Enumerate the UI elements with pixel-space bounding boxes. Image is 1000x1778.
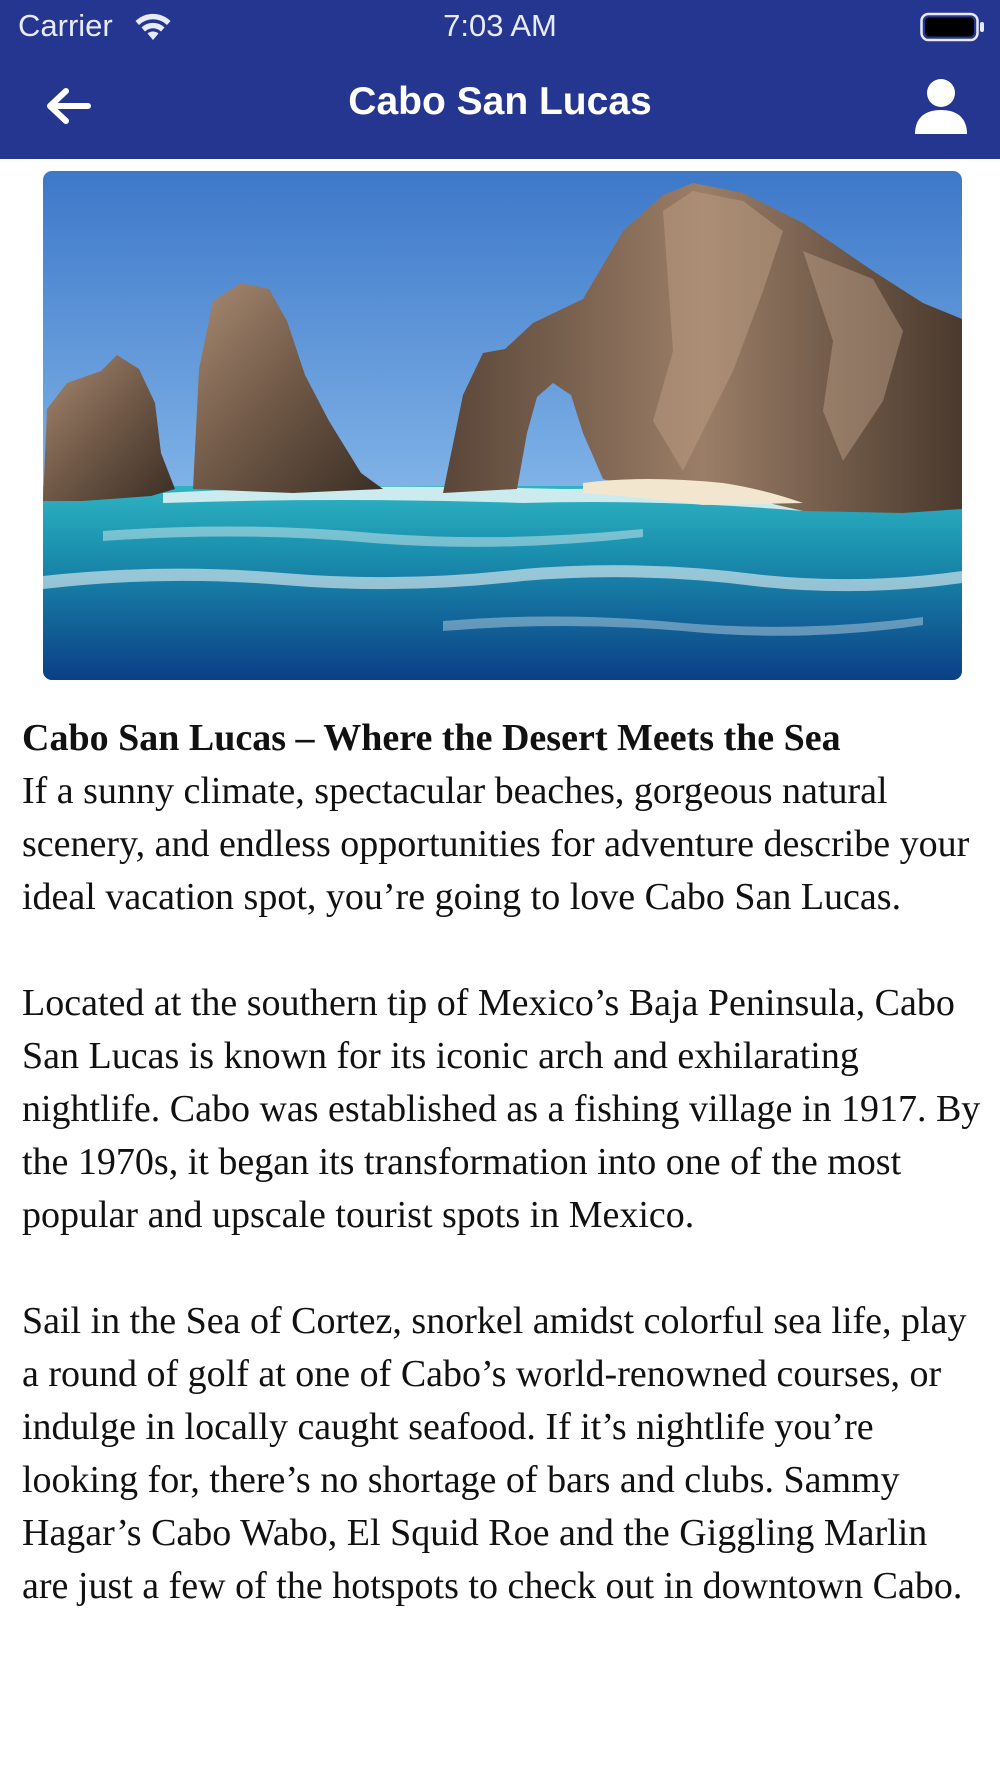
profile-button[interactable]: [906, 72, 976, 144]
status-bar: [0, 0, 1000, 56]
hero-image: [43, 171, 962, 680]
page-title: Cabo San Lucas: [348, 80, 652, 123]
article-heading: Cabo San Lucas – Where the Desert Meets the Sea: [22, 717, 841, 759]
arrow-left-icon: [44, 86, 92, 131]
battery-icon: [920, 11, 986, 43]
article-paragraph-3: Sail in the Sea of Cortez, snorkel amidst colorful sea life, play a round of golf at one of Cabo’s world-renowned courses, or indulge in locally caught seafood. If it’s nightlife you’re looking for, there’s no shortage of bars and clubs. Sammy Hagar’s Cabo Wabo, El Squid Roe and the Giggling Marlin are just a few of the hotspots to check out in downtown Cabo.: [22, 1300, 967, 1607]
user-icon: [913, 76, 969, 141]
article-body: [22, 712, 982, 1666]
carrier-label: Carrier: [18, 8, 113, 43]
clock-time: 7:03 AM: [443, 8, 557, 43]
back-button[interactable]: [36, 76, 100, 140]
app-header: [0, 0, 1000, 159]
navigation-bar: [0, 56, 1000, 159]
article-paragraph-1: If a sunny climate, spectacular beaches, gorgeous natural scenery, and endless opportunities for adventure describe your ideal vacation spot, you’re going to love Cabo San Lucas.: [22, 770, 970, 918]
article-paragraph-2: Located at the southern tip of Mexico’s Baja Peninsula, Cabo San Lucas is known for its iconic arch and exhilarating nightlife. Cabo was established as a fishing village in 1917. By the 1970s, it began its transformation into one of the most popular and upscale tourist spots in Mexico.: [22, 982, 981, 1236]
